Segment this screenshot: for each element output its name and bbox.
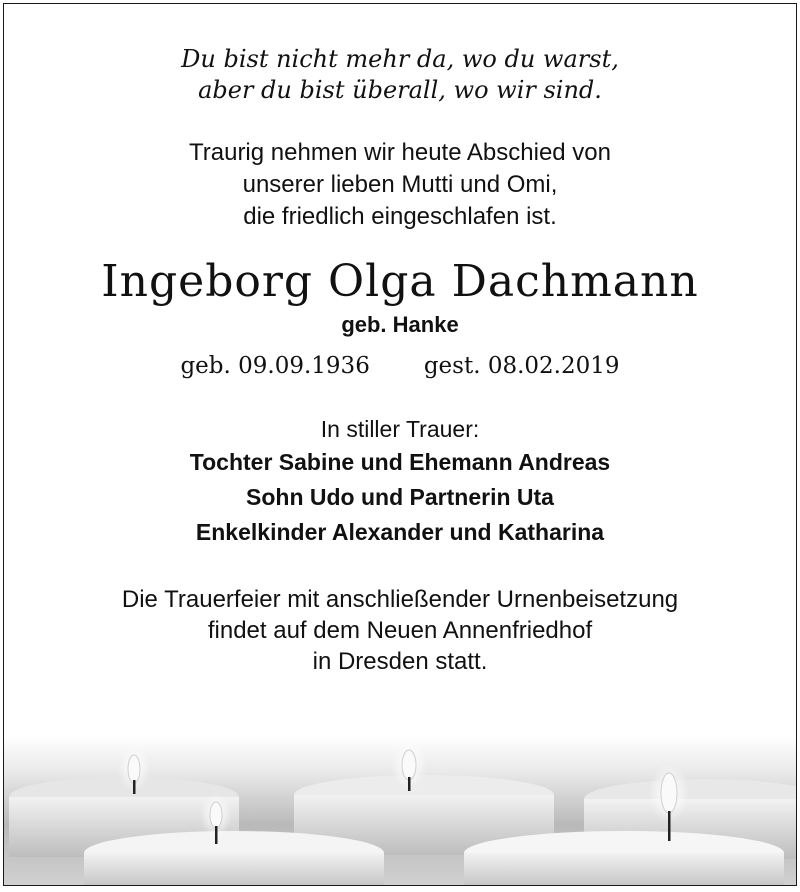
- quote-line: Du bist nicht mehr da, wo du warst,: [181, 45, 619, 73]
- candles-illustration: [4, 735, 796, 885]
- intro-text: [4, 137, 796, 233]
- deceased-name: Ingeborg Olga Dachmann: [101, 256, 699, 307]
- obituary-notice: [3, 3, 797, 886]
- family-list: [4, 445, 796, 550]
- death-date: gest. 08.02.2019: [423, 353, 620, 379]
- mourning-heading: In stiller Trauer:: [320, 416, 480, 442]
- candles-image: [4, 735, 796, 885]
- intro-line: unserer lieben Mutti und Omi,: [242, 171, 558, 198]
- family-member-line: Tochter Sabine und Ehemann Andreas: [189, 449, 611, 475]
- family-member-line: Sohn Udo und Partnerin Uta: [246, 484, 554, 510]
- family-member-line: Enkelkinder Alexander und Katharina: [195, 519, 605, 545]
- obituary-content: [4, 4, 796, 677]
- service-line: in Dresden statt.: [312, 648, 488, 675]
- memorial-quote: [4, 44, 796, 106]
- service-line: Die Trauerfeier mit anschließender Urnenbeisetzung: [121, 586, 679, 613]
- funeral-service-info: [4, 584, 796, 677]
- maiden-name: geb. Hanke: [341, 312, 459, 337]
- quote-line: aber du bist überall, wo wir sind.: [198, 76, 602, 104]
- intro-line: die friedlich eingeschlafen ist.: [243, 203, 557, 230]
- life-dates: [4, 351, 796, 381]
- service-line: findet auf dem Neuen Annenfriedhof: [207, 617, 593, 644]
- birth-date: geb. 09.09.1936: [180, 353, 370, 379]
- intro-line: Traurig nehmen wir heute Abschied von: [188, 139, 611, 166]
